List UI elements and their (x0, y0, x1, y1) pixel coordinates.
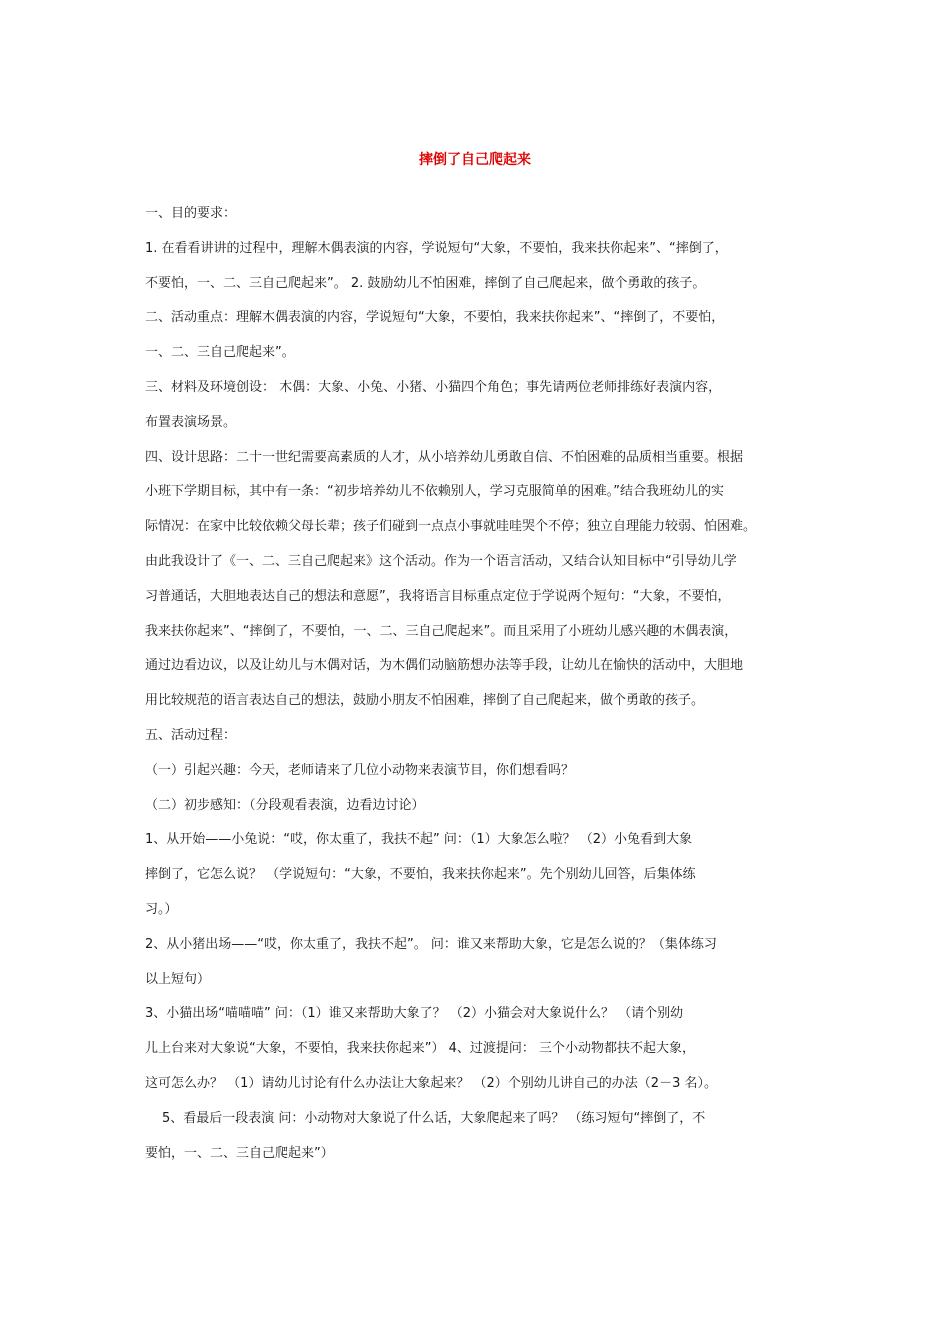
document-body (145, 203, 825, 1177)
text-line: 不要怕，一、二、三自己爬起来”。 2. 鼓励幼儿不怕困难，摔倒了自己爬起来，做个勇敢的孩子。 (145, 275, 706, 291)
text-line: 一、二、三自己爬起来”。 (145, 345, 295, 361)
text-line: 一、目的要求： (145, 206, 237, 221)
text-line: 1. 在看看讲讲的过程中，理解木偶表演的内容，学说短句“大象，不要怕，我来扶你起来”、“摔倒了， (145, 240, 728, 256)
text-line: （二）初步感知：（分段观看表演，边看边讨论） (145, 797, 425, 813)
text-line: 习普通话，大胆地表达自己的想法和意愿”，我将语言目标重点定位于学说两个短句：“大象，不要怕， (145, 588, 731, 604)
document-title: 摔倒了自己爬起来 (419, 152, 531, 168)
text-line: 通过边看边议，以及让幼儿与木偶对话，为木偶们动脑筋想办法等手段，让幼儿在愉快的活动中，大胆地 (145, 658, 744, 674)
text-line: 际情况：在家中比较依赖父母长辈；孩子们碰到一点点小事就哇哇哭个不停；独立自理能力较弱、怕困难。 (145, 519, 757, 535)
text-line: 用比较规范的语言表达自己的想法，鼓励小朋友不怕困难，摔倒了自己爬起来，做个勇敢的孩子。 (145, 693, 705, 709)
text-line: 1、从开始——小兔说：“哎，你太重了，我扶不起” 问：（1）大象怎么啦？ （2）小兔看到大象 (145, 832, 693, 848)
text-line: 儿上台来对大象说“大象，不要怕，我来扶你起来”） 4、过渡提问： 三个小动物都扶不起大象， (145, 1041, 696, 1057)
text-line: 习。） (145, 901, 178, 917)
text-line: 这可怎么办？ （1）请幼儿讨论有什么办法让大象起来？ （2）个别幼儿讲自己的办法（2－3 名）。 (145, 1075, 717, 1091)
text-line: 我来扶你起来”、“摔倒了，不要怕，一、二、三自己爬起来”。而且采用了小班幼儿感兴趣的木偶表演， (145, 623, 738, 639)
text-line: 四、设计思路：二十一世纪需要高素质的人才，从小培养幼儿勇敢自信、不怕困难的品质相当重要。根据 (145, 449, 744, 465)
text-line: 2、从小猪出场——“哎，你太重了，我扶不起”。 问：谁又来帮助大象，它是怎么说的？（集体练习 (145, 936, 717, 952)
text-line: （一）引起兴趣：今天，老师请来了几位小动物来表演节目，你们想看吗？ (145, 762, 575, 778)
text-line: 五、活动过程： (145, 727, 237, 743)
text-line: 3、小猫出场“喵喵喵” 问：（1）谁又来帮助大象了？ （2）小猫会对大象说什么？ （请个别幼 (145, 1006, 684, 1022)
text-line: 摔倒了，它怎么说？ （学说短句：“大象，不要怕，我来扶你起来”。先个别幼儿回答，后集体练 (145, 867, 696, 883)
text-line: 布置表演场景。 (145, 414, 237, 430)
text-line: 小班下学期目标，其中有一条：“初步培养幼儿不依赖别人，学习克服简单的困难。”结合我班幼儿的实 (145, 484, 724, 500)
text-line: 要怕，一、二、三自己爬起来”） (145, 1145, 334, 1161)
text-line: 三、材料及环境创设： 木偶：大象、小兔、小猪、小猫四个角色；事先请两位老师排练好表演内容， (145, 379, 722, 395)
text-line: 二、活动重点：理解木偶表演的内容，学说短句“大象，不要怕，我来扶你起来”、“摔倒了，不要怕， (145, 310, 725, 326)
text-line: 由此我设计了《一、二、三自己爬起来》这个活动。作为一个语言活动，又结合认知目标中“引导幼儿学 (145, 553, 737, 569)
text-line: 以上短句） (145, 971, 211, 987)
text-line: 5、看最后一段表演 问：小动物对大象说了什么话，大象爬起来了吗？ （练习短句“摔倒了，不 (162, 1110, 706, 1126)
